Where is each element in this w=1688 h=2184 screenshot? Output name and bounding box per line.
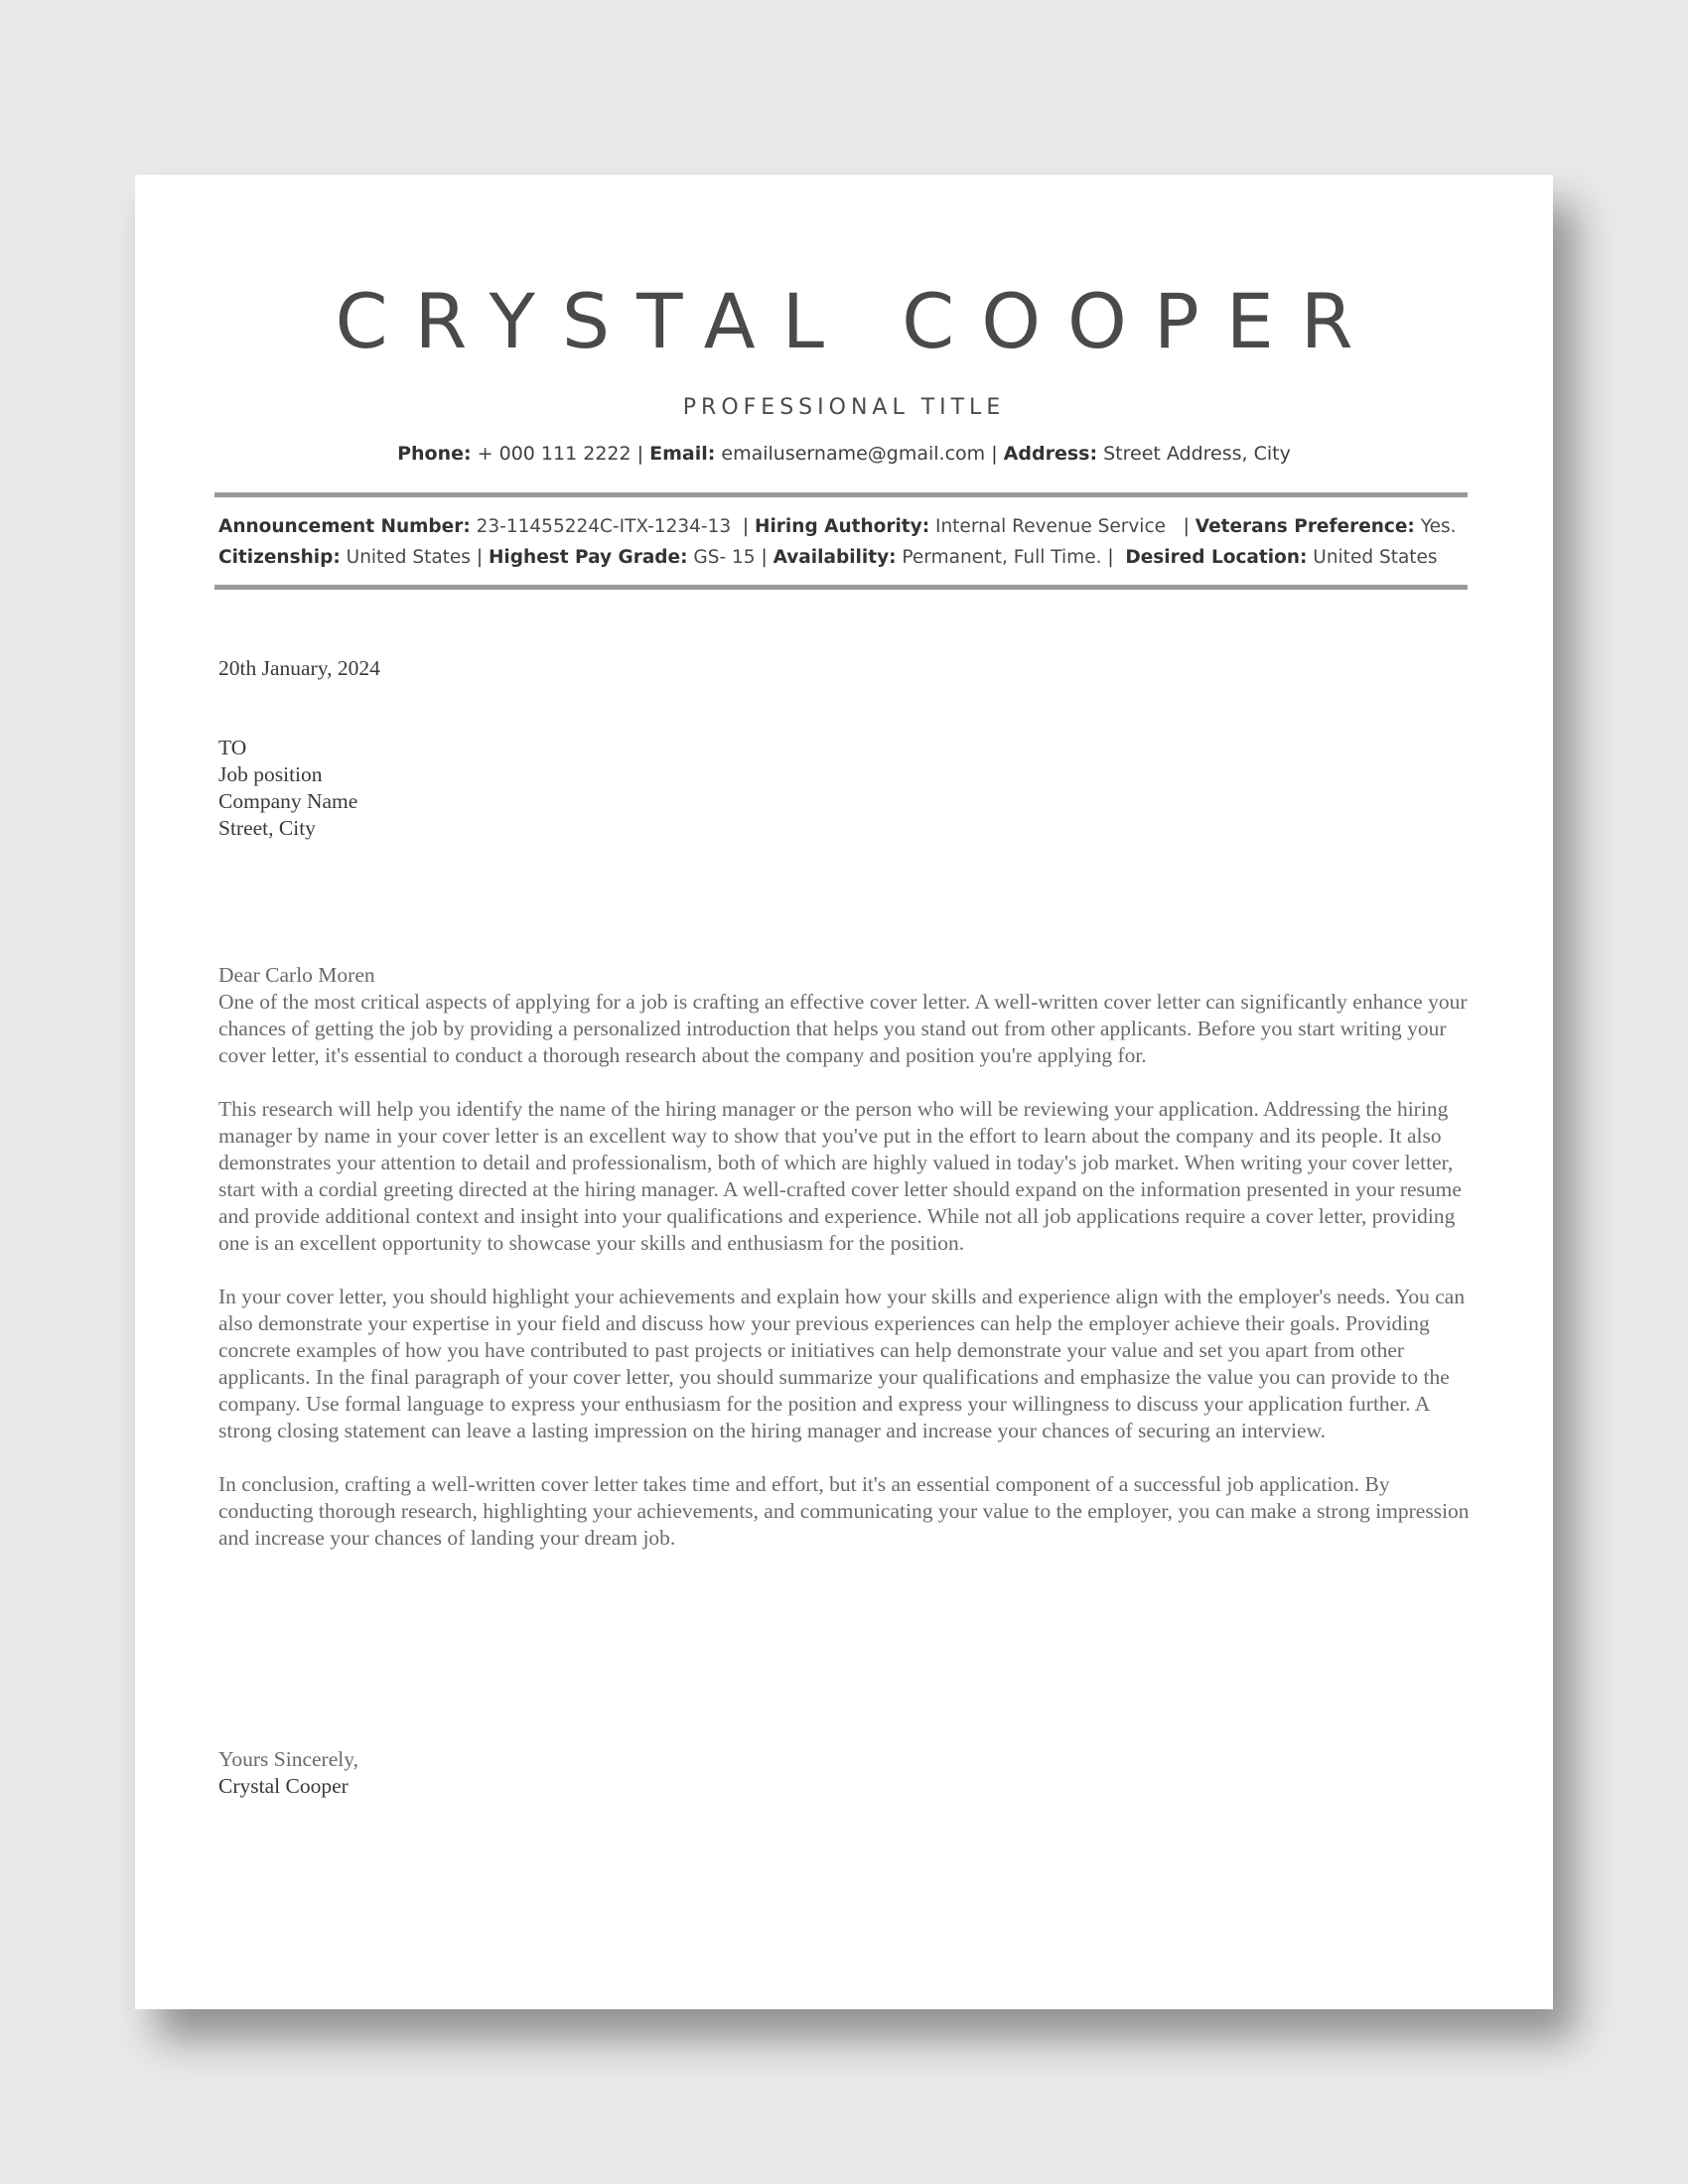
veterans-preference-label: Veterans Preference: xyxy=(1195,516,1415,537)
desired-location-value: United States xyxy=(1313,547,1438,568)
announcement-value: 23-11455224C-ITX-1234-13 xyxy=(476,516,732,537)
greeting: Dear Carlo Moren xyxy=(218,963,375,987)
recipient-line: Company Name xyxy=(218,789,358,813)
letter-body xyxy=(218,962,1474,1578)
email-label: Email: xyxy=(649,443,716,465)
separator: | xyxy=(476,547,484,568)
professional-title: PROFESSIONAL TITLE xyxy=(682,395,1006,420)
recipient-line: Street, City xyxy=(218,816,316,840)
citizenship-label: Citizenship: xyxy=(218,547,341,568)
separator: | xyxy=(636,443,644,465)
separator: | xyxy=(1183,516,1190,537)
body-paragraph: This research will help you identify the name of the hiring manager or the person who will be reviewing your application. Addressing the hiring manager by name in your cover letter is an excellent way to show that you've put in the effort to learn about the company and its people. It also demonstrates your attention to detail and professionalism, both of which are highly valued in today's job market. When writing your cover letter, start with a cordial greeting directed at the hiring manager. A well-crafted cover letter should expand on the information presented in your resume and provide additional context and insight into your qualifications and experience. While not all job applications require a cover letter, providing one is an excellent opportunity to showcase your skills and enthusiasm for the position. xyxy=(218,1097,1462,1255)
separator: | xyxy=(991,443,998,465)
veterans-preference-value: Yes. xyxy=(1420,516,1457,537)
closing-block xyxy=(218,1746,1474,1800)
hiring-authority-value: Internal Revenue Service xyxy=(935,516,1166,537)
recipient-line: TO xyxy=(218,736,247,759)
address-value: Street Address, City xyxy=(1103,443,1291,465)
recipient-line: Job position xyxy=(218,762,323,786)
availability-value: Permanent, Full Time. xyxy=(902,547,1102,568)
recipient-block xyxy=(218,735,1474,842)
body-paragraph: In your cover letter, you should highlight your achievements and explain how your skills and experience align with the employer's needs. You can also demonstrate your expertise in your field and discuss how your previous experiences can help the employer achieve their goals. Providing concrete examples of how you have contributed to past projects or initiatives can help demonstrate your value and set you apart from other applicants. In the final paragraph of your cover letter, you should summarize your qualifications and emphasize the value you can provide to the company. Use formal language to express your enthusiasm for the position and express your willingness to discuss your application further. A strong closing statement can leave a lasting impression on the hiring manager and increase your chances of securing an interview. xyxy=(218,1285,1466,1442)
separator: | xyxy=(761,547,768,568)
body-paragraph: One of the most critical aspects of applying for a job is crafting an effective cover letter. A well-written cover letter can significantly enhance your chances of getting the job by providing a personalized introduction that helps you stand out from other applicants. Before you start writing your cover letter, it's essential to conduct a thorough research about the company and position you're applying for. xyxy=(218,990,1468,1067)
pay-grade-label: Highest Pay Grade: xyxy=(488,547,688,568)
pay-grade-value: GS- 15 xyxy=(693,547,756,568)
address-label: Address: xyxy=(1003,443,1098,465)
availability-label: Availability: xyxy=(773,547,897,568)
job-info-line-2 xyxy=(218,542,1472,573)
hiring-authority-label: Hiring Authority: xyxy=(754,516,930,537)
separator: | xyxy=(1107,547,1114,568)
email-value: emailusername@gmail.com xyxy=(721,443,986,465)
top-divider xyxy=(214,492,1468,497)
announcement-label: Announcement Number: xyxy=(218,516,471,537)
phone-value: + 000 111 2222 xyxy=(477,443,632,465)
separator: | xyxy=(742,516,750,537)
body-paragraph: In conclusion, crafting a well-written cover letter takes time and effort, but it's an essential component of a successful job application. By conducting thorough research, highlighting your achievements, and communicating your value to the employer, you can make a strong impression and increase your chances of landing your dream job. xyxy=(218,1472,1470,1550)
applicant-name: CRYSTAL COOPER xyxy=(335,277,1380,365)
signature-name: Crystal Cooper xyxy=(218,1774,349,1798)
letter-date: 20th January, 2024 xyxy=(218,656,380,680)
contact-line xyxy=(135,443,1553,465)
closing: Yours Sincerely, xyxy=(218,1747,358,1771)
job-info-line-1 xyxy=(218,511,1472,542)
phone-label: Phone: xyxy=(397,443,472,465)
bottom-divider xyxy=(214,585,1468,590)
citizenship-value: United States xyxy=(346,547,471,568)
desired-location-label: Desired Location: xyxy=(1125,547,1308,568)
letter-page xyxy=(135,175,1553,2009)
